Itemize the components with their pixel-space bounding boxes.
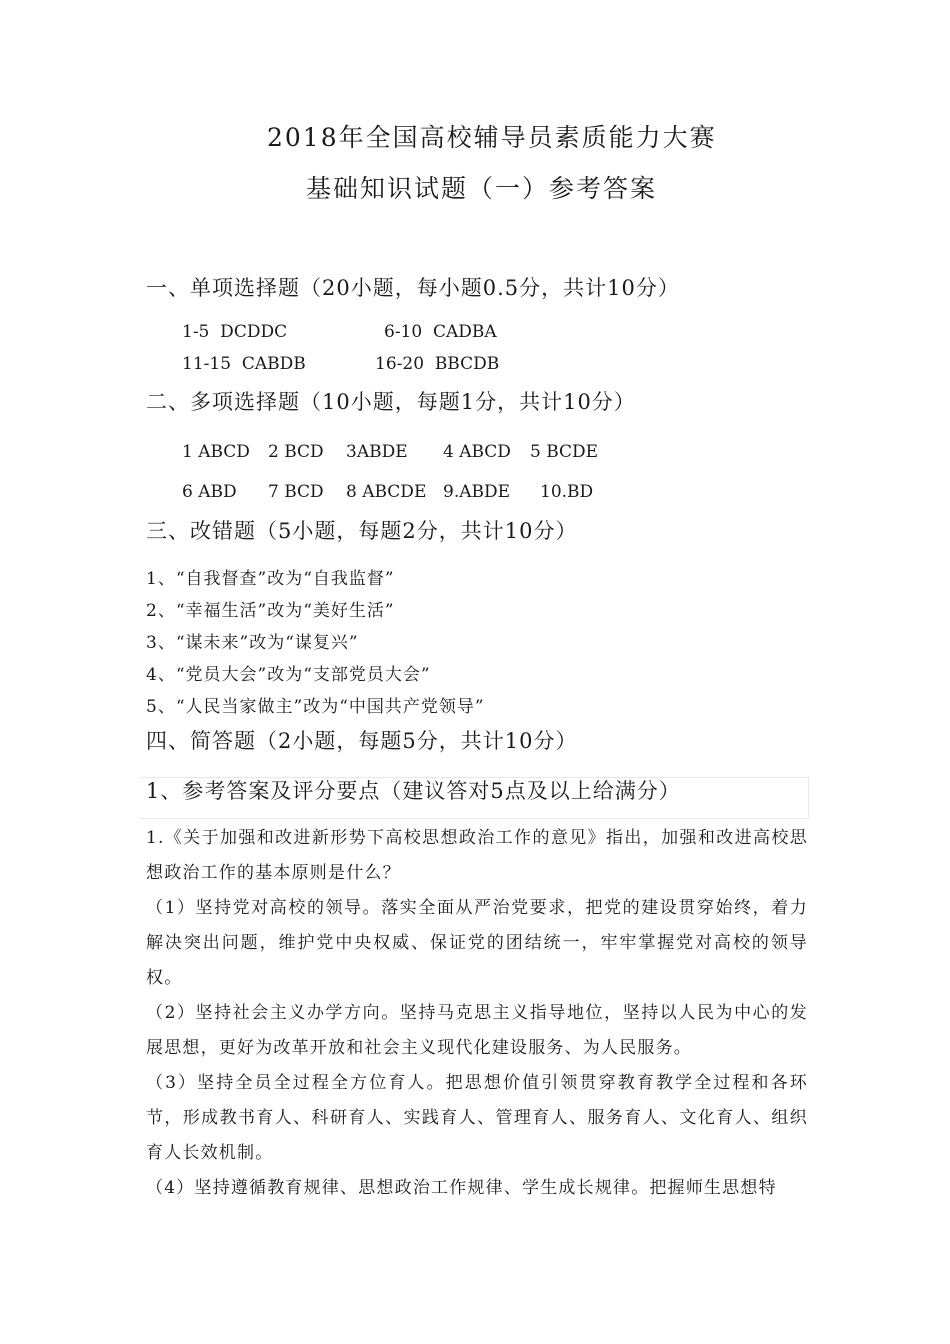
correction-item: 1、“自我督查”改为“自我监督” [146, 569, 395, 589]
s2-answer: 4 ABCD [443, 442, 511, 462]
s2-answer: 6 ABD [182, 482, 237, 502]
doc-title-line1: 2018年全国高校辅导员素质能力大赛 [267, 123, 717, 152]
s2-answer: 2 BCD [268, 442, 324, 462]
s2-answer: 7 BCD [268, 482, 324, 502]
section-1-heading: 一、单项选择题（20小题，每小题0.5分，共计10分） [146, 276, 680, 300]
s2-answer: 8 ABCDE [346, 482, 427, 502]
s1-answer: 6-10 CADBA [384, 322, 497, 342]
s2-answer: 5 BCDE [530, 442, 599, 462]
s2-answer: 3ABDE [346, 442, 408, 462]
section-3-heading: 三、改错题（5小题，每题2分，共计10分） [146, 519, 578, 543]
s1-answer: 11-15 CABDB [182, 354, 306, 374]
s1-answer: 16-20 BBCDB [375, 354, 500, 374]
s2-answer: 10.BD [540, 482, 594, 502]
correction-item: 4、“党员大会”改为“支部党员大会” [146, 665, 431, 685]
answer-point: （4）坚持遵循教育规律、思想政治工作规律、学生成长规律。把握师生思想特 [146, 1178, 777, 1198]
section-4-heading: 四、简答题（2小题，每题5分，共计10分） [146, 729, 578, 753]
answer-body [146, 821, 808, 1206]
answer-point: （3）坚持全员全过程全方位育人。把思想价值引领贯穿教育教学全过程和各环节，形成教书育人、科研育人、实践育人、管理育人、服务育人、文化育人、组织育人长效机制。 [146, 1073, 808, 1163]
answer-point: （2）坚持社会主义办学方向。坚持马克思主义指导地位，坚持以人民为中心的发展思想，更好为改革开放和社会主义现代化建设服务、为人民服务。 [146, 1003, 808, 1058]
s1-answer: 1-5 DCDDC [182, 322, 288, 342]
answer-point: （1）坚持党对高校的领导。落实全面从严治党要求，把党的建设贯穿始终，着力解决突出问题，维护党中央权威、保证党的团结统一，牢牢掌握党对高校的领导权。 [146, 898, 808, 988]
question-paragraph: 1.《关于加强和改进新形势下高校思想政治工作的意见》指出，加强和改进高校思想政治工作的基本原则是什么？ [146, 828, 808, 883]
correction-item: 3、“谋未来”改为“谋复兴” [146, 633, 359, 653]
answer-key-sub-heading: 1、参考答案及评分要点（建议答对5点及以上给满分） [146, 779, 681, 803]
s2-answer: 1 ABCD [182, 442, 250, 462]
correction-item: 2、“幸福生活”改为“美好生活” [146, 601, 395, 621]
section-2-heading: 二、多项选择题（10小题，每题1分，共计10分） [146, 390, 636, 414]
s2-answer: 9.ABDE [443, 482, 511, 502]
doc-title-line2: 基础知识试题（一）参考答案 [306, 174, 658, 203]
correction-item: 5、“人民当家做主”改为“中国共产党领导” [146, 697, 485, 717]
